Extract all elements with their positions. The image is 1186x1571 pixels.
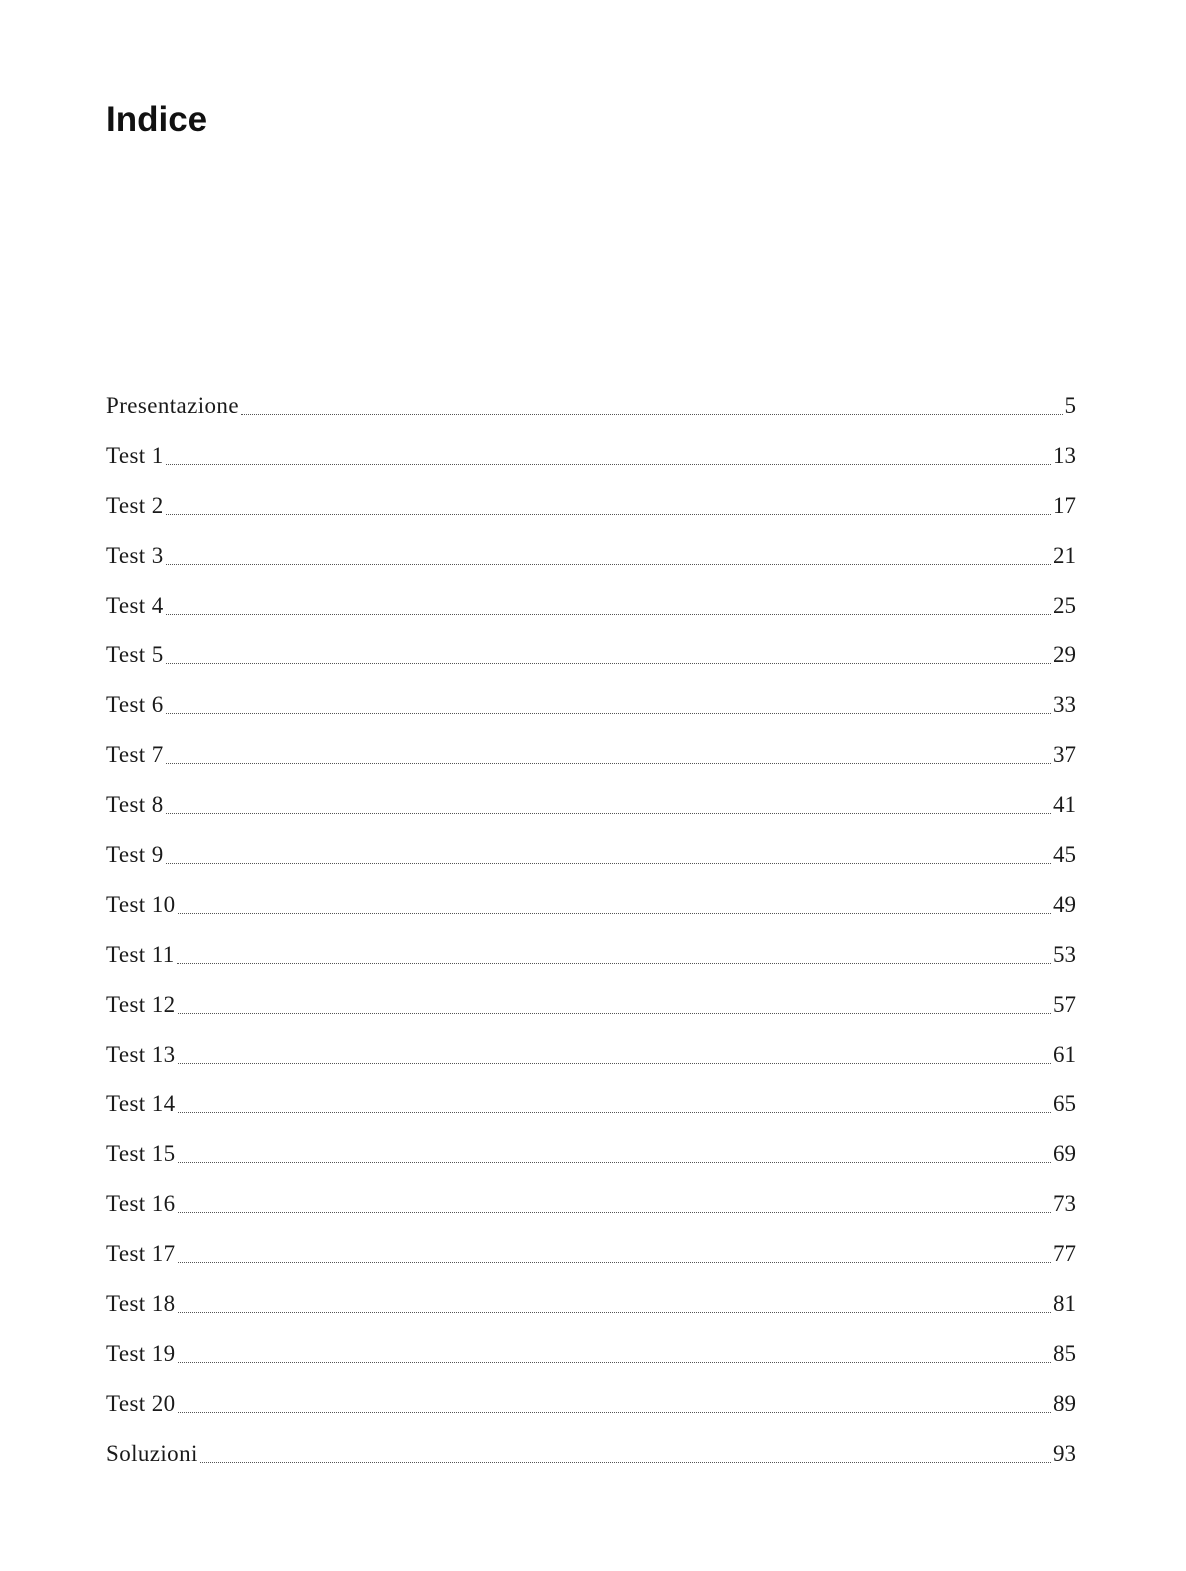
- toc-entry-page-number: 37: [1053, 742, 1076, 768]
- table-of-contents: [106, 390, 1076, 1488]
- toc-entry[interactable]: [106, 440, 1076, 490]
- page-title: Indice: [106, 100, 208, 139]
- toc-entry-page-number: 21: [1053, 542, 1076, 568]
- toc-entry[interactable]: [106, 540, 1076, 590]
- toc-entry[interactable]: [106, 1088, 1076, 1138]
- toc-entry[interactable]: [106, 989, 1076, 1039]
- toc-entry[interactable]: [106, 789, 1076, 839]
- toc-entry[interactable]: [106, 939, 1076, 989]
- toc-entry-label: Test 12: [106, 991, 176, 1017]
- toc-entry-label: Test 6: [106, 692, 164, 718]
- toc-entry-label: Test 17: [106, 1241, 176, 1267]
- toc-entry[interactable]: [106, 1388, 1076, 1438]
- dot-leader: [166, 639, 1051, 664]
- dot-leader: [178, 1188, 1051, 1213]
- dot-leader: [178, 889, 1051, 914]
- toc-entry-label: Test 15: [106, 1141, 176, 1167]
- dot-leader: [178, 1238, 1051, 1263]
- toc-entry-label: Test 2: [106, 492, 164, 518]
- dot-leader: [178, 1288, 1051, 1313]
- toc-entry-label: Test 7: [106, 742, 164, 768]
- toc-entry-label: Soluzioni: [106, 1440, 198, 1466]
- dot-leader: [166, 440, 1051, 465]
- toc-entry-page-number: 73: [1053, 1191, 1076, 1217]
- toc-entry-label: Test 5: [106, 642, 164, 668]
- toc-entry-page-number: 69: [1053, 1141, 1076, 1167]
- toc-entry-page-number: 17: [1053, 492, 1076, 518]
- dot-leader: [178, 1338, 1051, 1363]
- toc-entry-label: Test 14: [106, 1091, 176, 1117]
- toc-entry-page-number: 93: [1053, 1440, 1076, 1466]
- toc-entry[interactable]: [106, 889, 1076, 939]
- dot-leader: [178, 989, 1051, 1014]
- toc-entry[interactable]: [106, 390, 1076, 440]
- toc-entry-page-number: 5: [1064, 393, 1076, 418]
- toc-entry-page-number: 65: [1053, 1091, 1076, 1117]
- toc-entry-page-number: 57: [1053, 991, 1076, 1017]
- toc-entry-label: Test 18: [106, 1291, 176, 1317]
- toc-entry-page-number: 53: [1053, 941, 1076, 967]
- toc-entry-label: Presentazione: [106, 393, 239, 418]
- dot-leader: [166, 689, 1051, 714]
- toc-entry-page-number: 77: [1053, 1241, 1076, 1267]
- toc-entry-label: Test 20: [106, 1390, 176, 1416]
- toc-entry-page-number: 49: [1053, 891, 1076, 917]
- toc-entry-label: Test 3: [106, 542, 164, 568]
- toc-entry[interactable]: [106, 1138, 1076, 1188]
- toc-entry[interactable]: [106, 1438, 1076, 1488]
- toc-entry-page-number: 45: [1053, 842, 1076, 868]
- toc-entry[interactable]: [106, 839, 1076, 889]
- toc-entry[interactable]: [106, 1338, 1076, 1388]
- dot-leader: [178, 1088, 1051, 1113]
- toc-entry-page-number: 85: [1053, 1340, 1076, 1366]
- toc-entry-label: Test 19: [106, 1340, 176, 1366]
- toc-entry-label: Test 11: [106, 941, 175, 967]
- toc-entry-label: Test 13: [106, 1041, 176, 1067]
- toc-entry-page-number: 61: [1053, 1041, 1076, 1067]
- toc-entry[interactable]: [106, 739, 1076, 789]
- toc-entry-page-number: 25: [1053, 592, 1076, 618]
- toc-entry[interactable]: [106, 1039, 1076, 1089]
- dot-leader: [178, 1039, 1051, 1064]
- toc-entry-page-number: 29: [1053, 642, 1076, 668]
- toc-entry-label: Test 8: [106, 792, 164, 818]
- dot-leader: [241, 390, 1063, 415]
- dot-leader: [177, 939, 1051, 964]
- toc-entry-page-number: 89: [1053, 1390, 1076, 1416]
- dot-leader: [166, 839, 1051, 864]
- toc-entry[interactable]: [106, 1238, 1076, 1288]
- toc-entry[interactable]: [106, 1288, 1076, 1338]
- dot-leader: [166, 789, 1051, 814]
- dot-leader: [178, 1138, 1051, 1163]
- dot-leader: [166, 590, 1051, 615]
- toc-entry[interactable]: [106, 1188, 1076, 1238]
- toc-entry[interactable]: [106, 689, 1076, 739]
- dot-leader: [166, 540, 1051, 565]
- toc-entry[interactable]: [106, 639, 1076, 689]
- toc-entry-label: Test 10: [106, 891, 176, 917]
- toc-entry-page-number: 81: [1053, 1291, 1076, 1317]
- toc-entry-label: Test 4: [106, 592, 164, 618]
- toc-entry[interactable]: [106, 590, 1076, 640]
- dot-leader: [178, 1388, 1051, 1413]
- toc-entry-label: Test 1: [106, 442, 164, 468]
- dot-leader: [166, 739, 1051, 764]
- dot-leader: [200, 1438, 1051, 1463]
- toc-entry-label: Test 9: [106, 842, 164, 868]
- dot-leader: [166, 490, 1051, 515]
- toc-entry-page-number: 41: [1053, 792, 1076, 818]
- toc-entry-page-number: 33: [1053, 692, 1076, 718]
- toc-entry-page-number: 13: [1053, 442, 1076, 468]
- toc-entry[interactable]: [106, 490, 1076, 540]
- toc-entry-label: Test 16: [106, 1191, 176, 1217]
